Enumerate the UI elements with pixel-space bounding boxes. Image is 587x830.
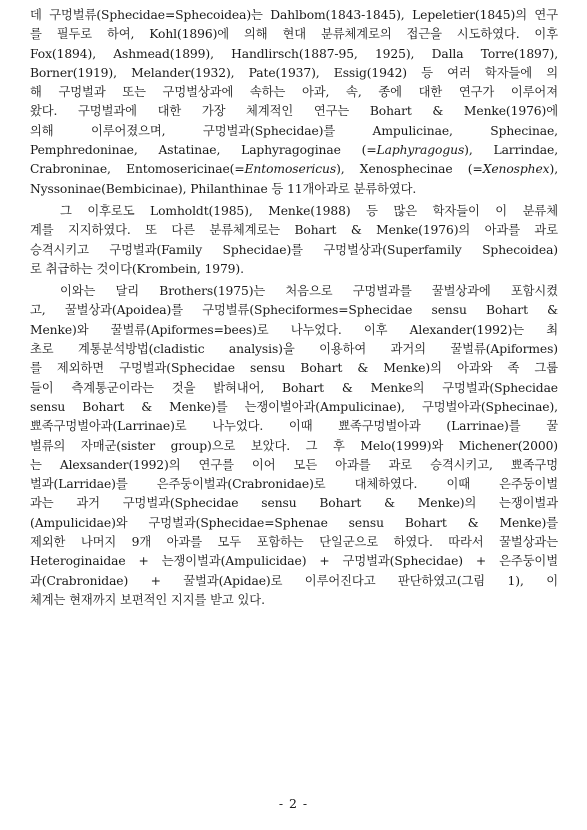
text-line: 계를 지지하였다. 또 다른 분류체계로는 Bohart & Menke(1976)의 아과를 과로 [30, 223, 558, 238]
text-line: 는 Alexsander(1992)의 연구를 이어 모든 아과를 과로 승격시키고, 뾰족구멍 [30, 457, 558, 472]
text-line: 데 구멍벌류(Sphecidae=Sphecoidea)는 Dahlbom(1843-1845), Lepeletier(1845)의 연구 [30, 8, 558, 22]
text-line: (Ampulicidae)와 구멍벌과(Sphecidae=Sphenae sensu Bohart & Menke)를 [30, 515, 558, 530]
text-line: 해 구멍벌과 또는 구멍벌상과에 속하는 아과, 속, 종에 대한 연구가 이루어져 [30, 85, 558, 100]
paragraph [30, 202, 558, 279]
text-line: 그 이후로도 Lomholdt(1985), Menke(1988) 등 많은 학자들이 이 분류체 [60, 203, 558, 218]
text-line: 벌류의 자매군(sister group)으로 보았다. 그 후 Melo(1999)와 Michener(2000) [30, 438, 558, 453]
text-line: 초로 계통분석방법(cladistic analysis)을 이용하여 과거의 꿀벌류(Apiformes) [30, 342, 558, 357]
text-line: Borner(1919), Melander(1932), Pate(1937), Essig(1942) 등 여러 학자들에 의 [30, 65, 558, 80]
text-line: sensu Bohart & Menke)를 는쟁이벌아과(Ampulicinae), 구멍벌아과(Sphecinae), [30, 399, 558, 414]
text-line: 들이 측계통군이라는 것을 밝혀내어, Bohart & Menke의 구멍벌과(Sphecidae [30, 380, 558, 395]
text-line: 체계는 현재까지 보편적인 지지를 받고 있다. [30, 592, 265, 607]
paragraph [30, 282, 558, 610]
text-line: 왔다. 구멍벌과에 대한 가장 체계적인 연구는 Bohart & Menke(1976)에 [30, 104, 558, 119]
text-line: 의해 이루어졌으며, 구멍벌과(Sphecidae)를 Ampulicinae, Sphecinae, [30, 123, 558, 138]
text-line: 뾰족구멍벌아과(Larrinae)로 나누었다. 이때 뾰족구멍벌아과 (Larrinae)를 꿀 [30, 419, 558, 434]
text-line: Fox(1894), Ashmead(1899), Handlirsch(1887-95, 1925), Dalla Torre(1897), [30, 46, 558, 61]
text-line: 제외한 나머지 9개 아과를 모두 포함하는 단일군으로 하였다. 따라서 꿀벌상과는 [30, 535, 558, 550]
text-line: 벌과(Larridae)를 은주둥이벌과(Crabronidae)로 대체하였다. 이때 은주둥이벌 [30, 477, 558, 492]
text-line: Crabroninae, Entomosericinae(=Entomosericus), Xenosphecinae (=Xenosphex), [30, 162, 559, 177]
text-line: Pemphredoninae, Astatinae, Laphyragoginae (=Laphyragogus), Larrindae, [30, 143, 558, 158]
document-body [30, 6, 558, 610]
text-line: 를 제외하면 구멍벌과(Sphecidae sensu Bohart & Menke)의 아과와 족 그룹 [30, 361, 558, 376]
text-line: 고, 꿀벌상과(Apoidea)를 구멍벌류(Spheciformes=Sphecidae sensu Bohart & [30, 303, 558, 318]
text-line: 과는 과거 구멍벌과(Sphecidae sensu Bohart & Menke)의 는쟁이벌과 [30, 496, 558, 511]
text-line: 과(Crabronidae) + 꿀벌과(Apidae)로 이루어진다고 판단하였고(그림 1), 이 [30, 573, 558, 588]
text-line: Heteroginaidae + 는쟁이벌과(Ampulicidae) + 구멍벌과(Sphecidae) + 은주둥이벌 [30, 554, 558, 569]
text-line: 승격시키고 구멍벌과(Family Sphecidae)를 구멍벌상과(Superfamily Sphecoidea) [30, 242, 558, 257]
text-line: 를 필두로 하여, Kohl(1896)에 의해 현대 분류체계로의 접근을 시도하였다. 이후 [30, 27, 558, 42]
text-line: Nyssoninae(Bembicinae), Philanthinae 등 11개아과로 분류하였다. [30, 181, 417, 196]
page-number: - 2 - [278, 796, 309, 811]
paragraph [30, 6, 558, 199]
text-line: 로 취급하는 것이다(Krombein, 1979). [30, 261, 244, 276]
text-line: 이와는 달리 Brothers(1975)는 처음으로 구멍벌과를 꿀벌상과에 포함시켰 [60, 284, 558, 299]
text-line: Menke)와 꿀벌류(Apiformes=bees)로 나누었다. 이후 Alexander(1992)는 최 [30, 322, 558, 337]
